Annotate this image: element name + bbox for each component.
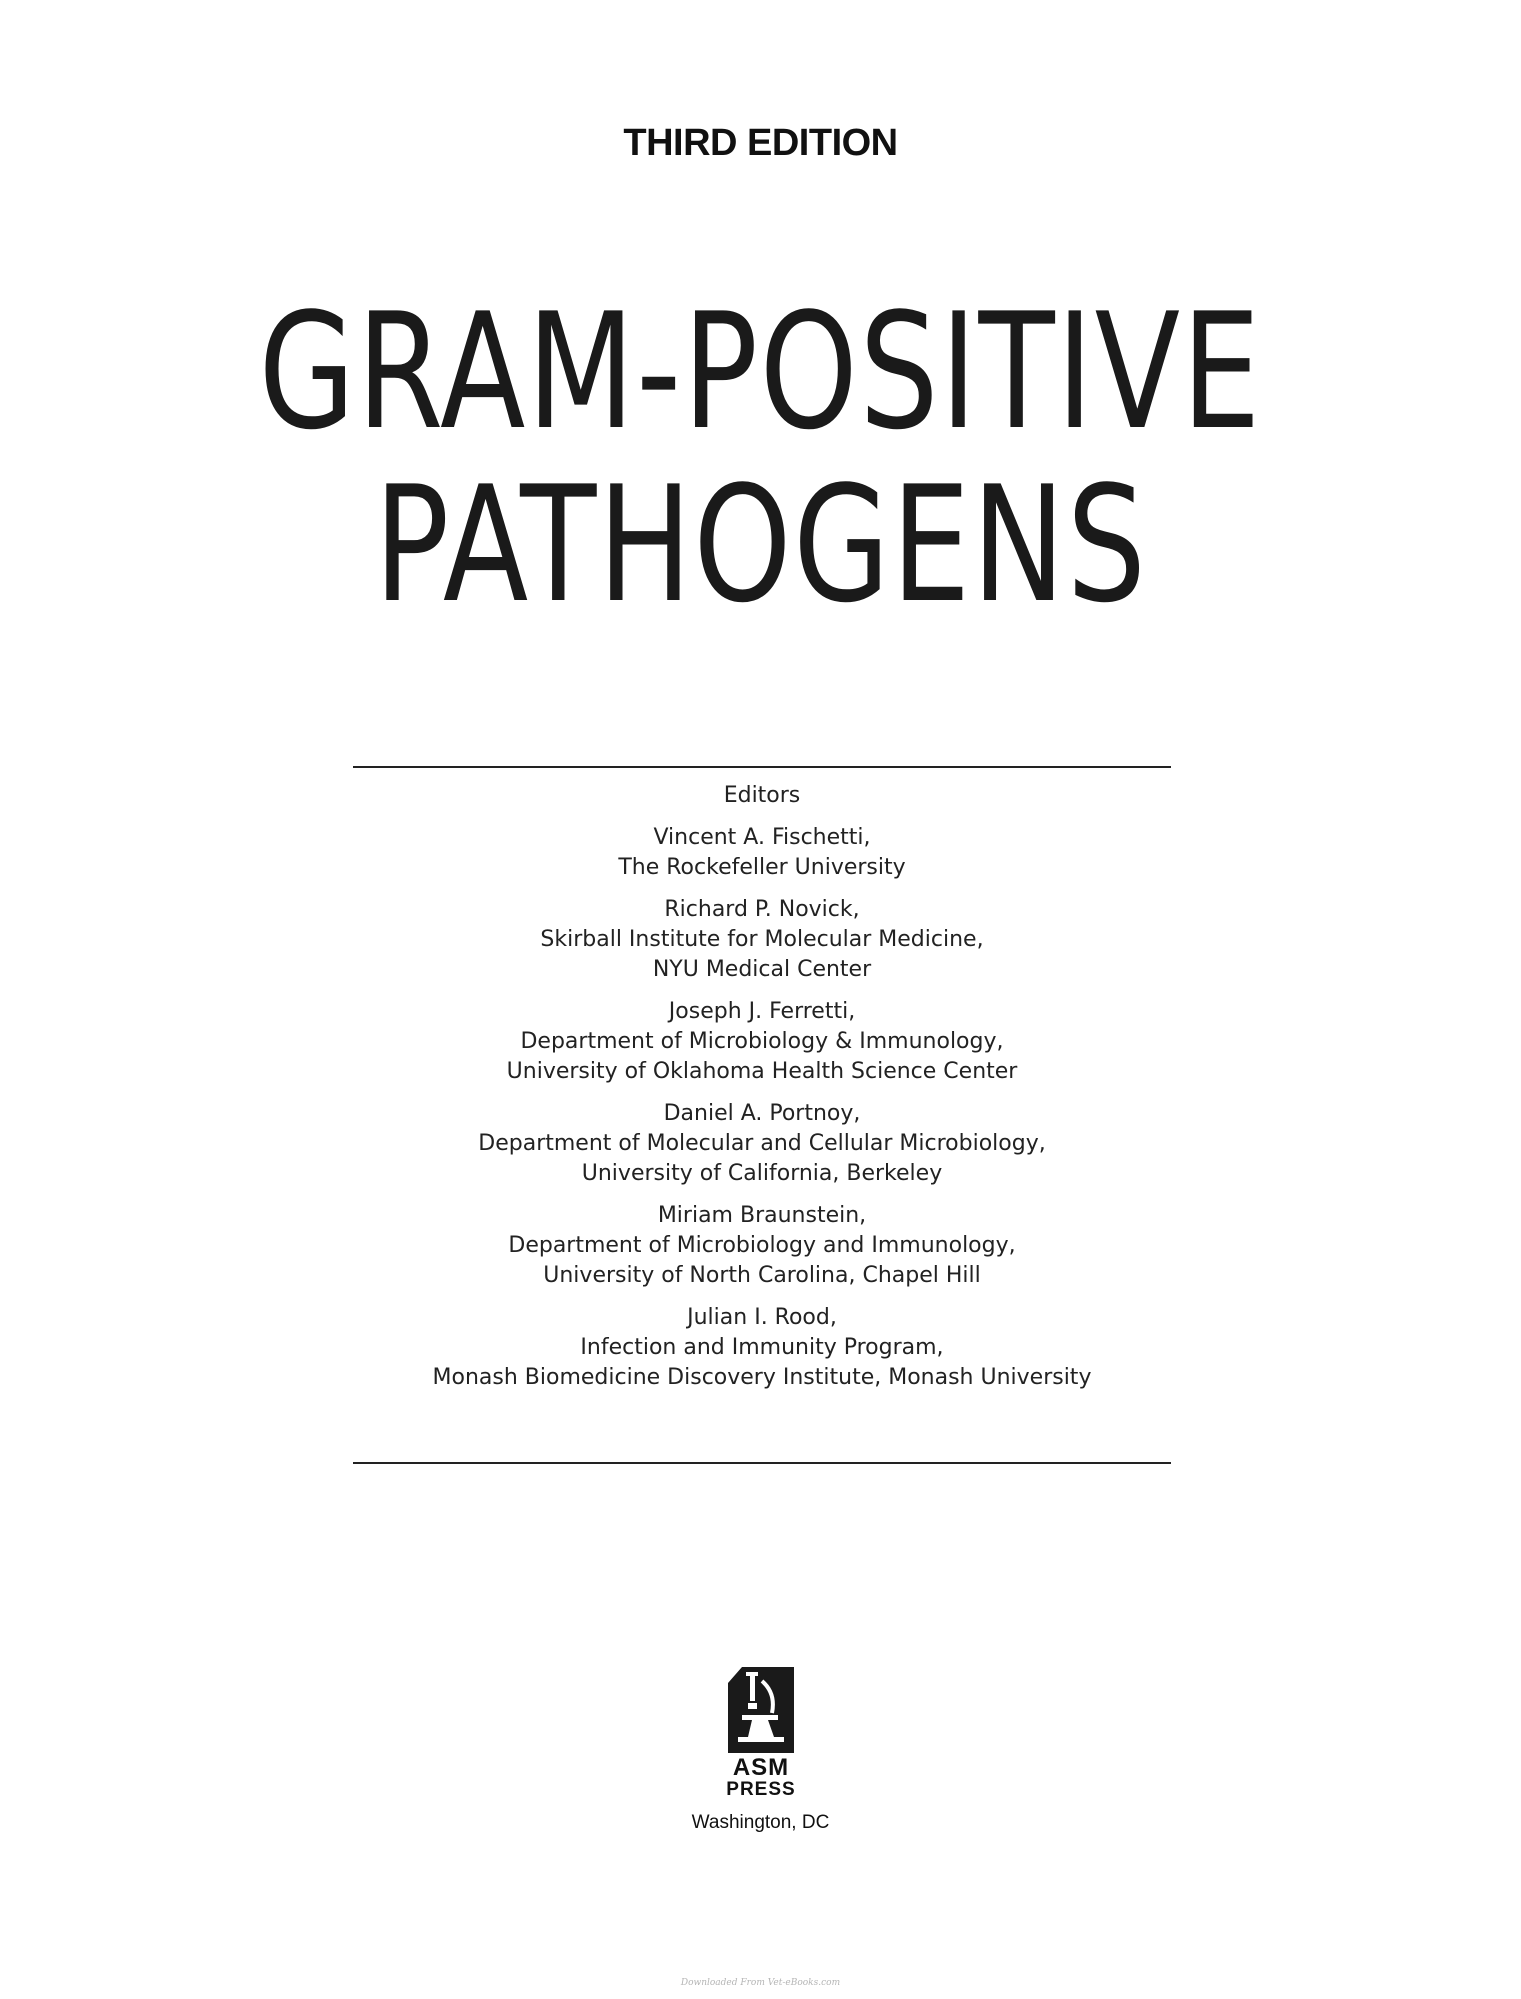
editor-name: Joseph J. Ferretti, — [668, 999, 856, 1024]
book-title-line-1 — [0, 278, 1521, 465]
publisher-logo — [728, 1667, 794, 1753]
editor-affiliation: Monash Biomedicine Discovery Institute, Monash University — [432, 1365, 1092, 1390]
editor-entry — [353, 1201, 1171, 1291]
logo-asm-text: ASM — [732, 1754, 790, 1781]
editor-entry — [353, 1099, 1171, 1189]
book-title-text-1: GRAM-POSITIVE — [258, 278, 1263, 465]
editor-name: Julian I. Rood, — [687, 1305, 837, 1330]
editor-entry — [353, 997, 1171, 1087]
editor-affiliation: Department of Microbiology & Immunology, — [520, 1029, 1004, 1054]
editor-affiliation: The Rockefeller University — [618, 855, 906, 880]
editor-affiliation: University of Oklahoma Health Science Center — [506, 1059, 1018, 1084]
editor-affiliation: Infection and Immunity Program, — [580, 1335, 944, 1360]
editor-affiliation: University of California, Berkeley — [581, 1161, 943, 1186]
microscope-icon — [728, 1667, 794, 1753]
editor-name: Miriam Braunstein, — [657, 1203, 867, 1228]
watermark: Downloaded From Vet-eBooks.com — [680, 1978, 841, 1988]
editor-entry — [353, 1303, 1171, 1393]
editor-name: Vincent A. Fischetti, — [653, 825, 871, 850]
top-divider — [353, 766, 1171, 768]
editor-entry — [353, 823, 1171, 883]
editor-affiliation: NYU Medical Center — [652, 957, 872, 982]
publisher-location: Washington, DC — [691, 1812, 830, 1833]
edition-label: THIRD EDITION — [623, 122, 898, 164]
editor-affiliation: Department of Microbiology and Immunology, — [508, 1233, 1016, 1258]
bottom-divider — [353, 1462, 1171, 1464]
logo-press-text: PRESS — [726, 1779, 796, 1800]
book-title-text-2: PATHOGENS — [373, 451, 1148, 638]
editor-affiliation: Skirball Institute for Molecular Medicine, — [540, 927, 984, 952]
editor-name: Daniel A. Portnoy, — [663, 1101, 861, 1126]
editor-affiliation: University of North Carolina, Chapel Hill — [543, 1263, 981, 1288]
editors-heading: Editors — [723, 783, 801, 808]
editor-affiliation: Department of Molecular and Cellular Microbiology, — [478, 1131, 1046, 1156]
book-title-line-2 — [0, 451, 1521, 638]
editor-name: Richard P. Novick, — [664, 897, 860, 922]
editor-entry — [353, 895, 1171, 985]
editors-section — [353, 781, 1171, 1405]
